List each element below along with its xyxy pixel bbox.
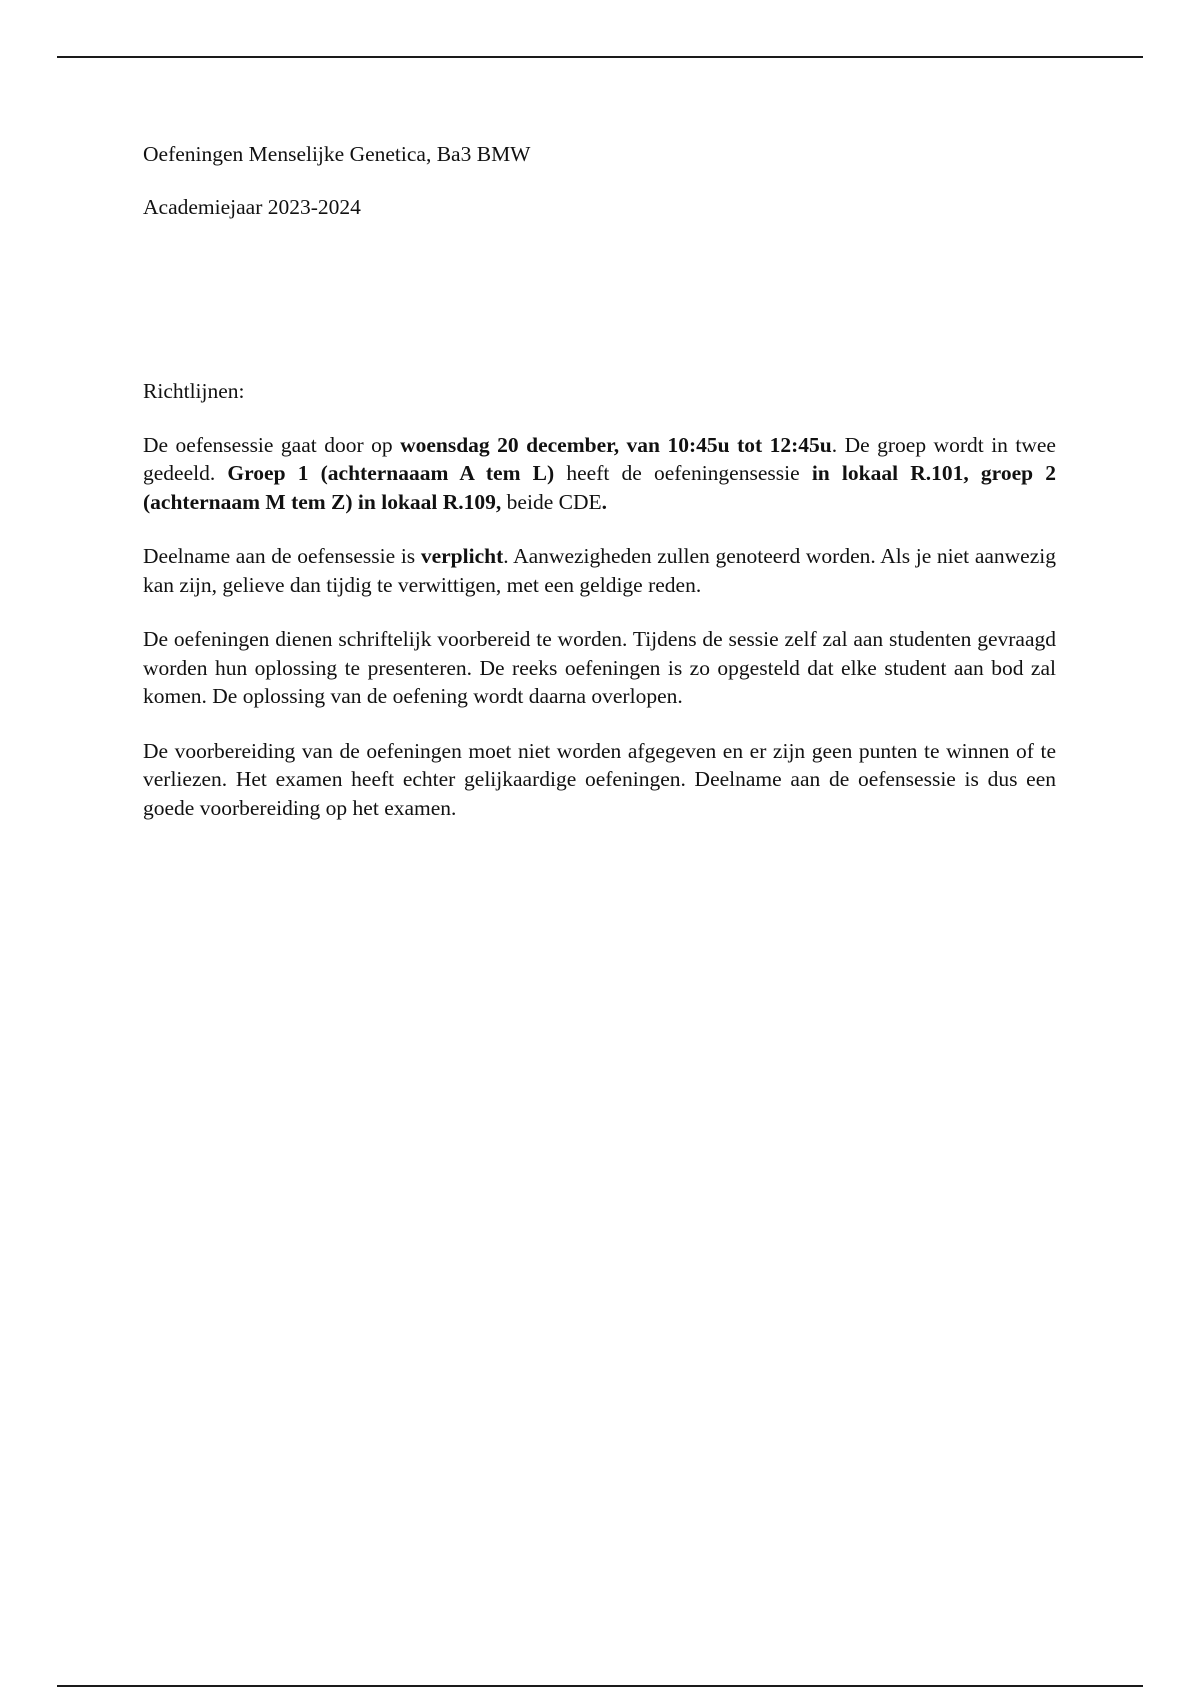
group-1-info: Groep 1 (achternaaam A tem L) <box>227 461 555 485</box>
paragraph-exam: De voorbereiding van de oefeningen moet niet worden afgegeven en er zijn geen punten te winnen of te verliezen. Het examen heeft echter gelijkaardige oefeningen. Deelname aan de oefensessie is dus een goede voorbereiding op het examen. <box>143 738 1056 820</box>
guidelines-heading: Richtlijnen: <box>143 379 245 403</box>
text-run-bold: . <box>601 489 607 514</box>
paragraph-session-info <box>143 431 1056 517</box>
document-body <box>143 140 1056 848</box>
document-title: Oefeningen Menselijke Genetica, Ba3 BMW <box>143 142 531 166</box>
text-run: . Aanwezigheden zullen genoteerd worden. Als je niet aanwezig kan zijn, gelieve dan tijdig te verwittigen, met een geldige reden. <box>143 544 1056 597</box>
text-run: . De groep wordt in twee gedeeld. <box>143 432 1056 485</box>
academic-year: Academiejaar 2023-2024 <box>143 194 361 219</box>
footer-rule <box>57 1685 1143 1687</box>
session-date-time: woensdag 20 december, van 10:45u tot 12:45u <box>400 432 832 457</box>
text-run: Deelname aan de oefensessie is <box>143 544 421 568</box>
header-rule <box>57 56 1143 58</box>
paragraph-attendance <box>143 542 1056 599</box>
text-run: heeft de oefeningensessie <box>554 461 812 485</box>
text-run: beide CDE <box>501 489 602 514</box>
text-run: De oefensessie gaat door op <box>143 432 401 457</box>
room-info: in lokaal R.101, groep 2 (achternaam M tem Z) in lokaal R.109, <box>143 461 1057 514</box>
mandatory-label: verplicht <box>420 544 504 568</box>
paragraph-preparation: De oefeningen dienen schriftelijk voorbereid te worden. Tijdens de sessie zelf zal aan studenten gevraagd worden hun oplossing te presenteren. De reeks oefeningen is zo opgesteld dat elke student aan bod zal komen. De oplossing van de oefening wordt daarna overlopen. <box>143 627 1056 708</box>
